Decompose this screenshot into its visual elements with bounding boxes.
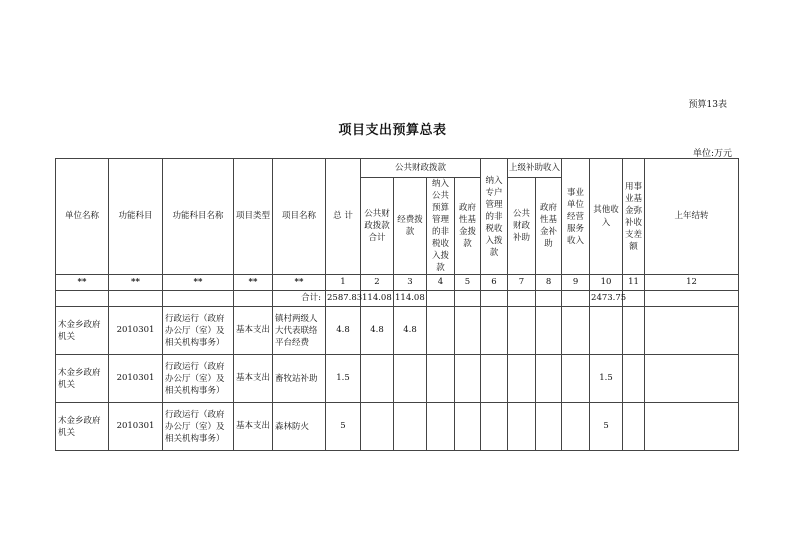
header-project-name: 项目名称	[273, 159, 326, 275]
index-cell: 2	[361, 275, 394, 291]
header-total: 总 计	[326, 159, 361, 275]
index-cell: 4	[427, 275, 455, 291]
index-cell: 9	[562, 275, 590, 291]
unit-label: 单位:万元	[692, 149, 732, 159]
header-gov-fund-subsidy: 政府性基金补助	[536, 178, 562, 275]
table-row	[56, 403, 739, 451]
header-prev-year-carryover: 上年结转	[645, 159, 739, 275]
project-name-cell: 镇村两级人大代表联络平台经费	[273, 307, 326, 355]
index-cell: **	[234, 275, 273, 291]
other-income-cell	[590, 307, 623, 355]
unit-name-cell: 木金乡政府机关	[56, 403, 109, 451]
funds-allocation-cell: 4.8	[394, 307, 427, 355]
header-unit-name: 单位名称	[56, 159, 109, 275]
index-cell: 1	[326, 275, 361, 291]
header-superior-subsidy-group: 上级补助收入	[508, 159, 562, 178]
header-project-type: 项目类型	[234, 159, 273, 275]
total-cell: 4.8	[326, 307, 361, 355]
table-row	[56, 355, 739, 403]
index-cell: 8	[536, 275, 562, 291]
project-name-cell: 畜牧站补助	[273, 355, 326, 403]
header-business-income: 事业单位经营服务收入	[562, 159, 590, 275]
func-code-cell: 2010301	[109, 355, 163, 403]
index-cell: **	[109, 275, 163, 291]
header-func-name: 功能科目名称	[163, 159, 234, 275]
project-type-cell: 基本支出	[234, 355, 273, 403]
unit-name-cell: 木金乡政府机关	[56, 307, 109, 355]
func-name-cell: 行政运行（政府办公厅（室）及相关机构事务）	[163, 403, 234, 451]
total-public-finance-subtotal: 114.08	[361, 291, 394, 307]
total-cell: 1.5	[326, 355, 361, 403]
header-nontax-special: 纳入专户管理的非税收入拨款	[481, 159, 508, 275]
project-type-cell: 基本支出	[234, 403, 273, 451]
index-cell: **	[163, 275, 234, 291]
public-finance-subtotal-cell	[361, 403, 394, 451]
public-finance-subtotal-cell	[361, 355, 394, 403]
header-funds-allocation: 经费拨款	[394, 178, 427, 275]
func-name-cell: 行政运行（政府办公厅（室）及相关机构事务）	[163, 307, 234, 355]
total-label: 合计:	[273, 291, 326, 307]
index-cell: 5	[455, 275, 481, 291]
public-finance-subtotal-cell: 4.8	[361, 307, 394, 355]
header-business-fund-offset: 用事业基金弥补收支差额	[623, 159, 645, 275]
total-cell: 5	[326, 403, 361, 451]
func-code-cell: 2010301	[109, 307, 163, 355]
index-cell: **	[56, 275, 109, 291]
total-amount: 2587.83	[326, 291, 361, 307]
index-cell: 12	[645, 275, 739, 291]
header-nontax-into-budget: 纳入公共预算管理的非税收入拨款	[427, 178, 455, 275]
total-row	[56, 291, 739, 307]
index-cell: 10	[590, 275, 623, 291]
funds-allocation-cell	[394, 403, 427, 451]
index-cell: 7	[508, 275, 536, 291]
header-public-finance-subtotal: 公共财政拨款合计	[361, 178, 394, 275]
table-row	[56, 307, 739, 355]
budget-table	[55, 158, 739, 451]
page-label: 预算13表	[688, 100, 727, 110]
funds-allocation-cell	[394, 355, 427, 403]
header-other-income: 其他收入	[590, 159, 623, 275]
total-other-income: 2473.75	[590, 291, 623, 307]
index-cell: 6	[481, 275, 508, 291]
other-income-cell: 1.5	[590, 355, 623, 403]
project-name-cell: 森林防火	[273, 403, 326, 451]
index-cell: 3	[394, 275, 427, 291]
unit-name-cell: 木金乡政府机关	[56, 355, 109, 403]
project-type-cell: 基本支出	[234, 307, 273, 355]
other-income-cell: 5	[590, 403, 623, 451]
page-title: 项目支出预算总表	[338, 123, 447, 138]
header-gov-fund: 政府性基金拨款	[455, 178, 481, 275]
index-row	[56, 275, 739, 291]
func-name-cell: 行政运行（政府办公厅（室）及相关机构事务）	[163, 355, 234, 403]
header-public-finance-subsidy: 公共财政补助	[508, 178, 536, 275]
index-cell: 11	[623, 275, 645, 291]
index-cell: **	[273, 275, 326, 291]
header-func-code: 功能科目	[109, 159, 163, 275]
total-funds-allocation: 114.08	[394, 291, 427, 307]
header-public-finance-group: 公共财政拨款	[361, 159, 481, 178]
func-code-cell: 2010301	[109, 403, 163, 451]
